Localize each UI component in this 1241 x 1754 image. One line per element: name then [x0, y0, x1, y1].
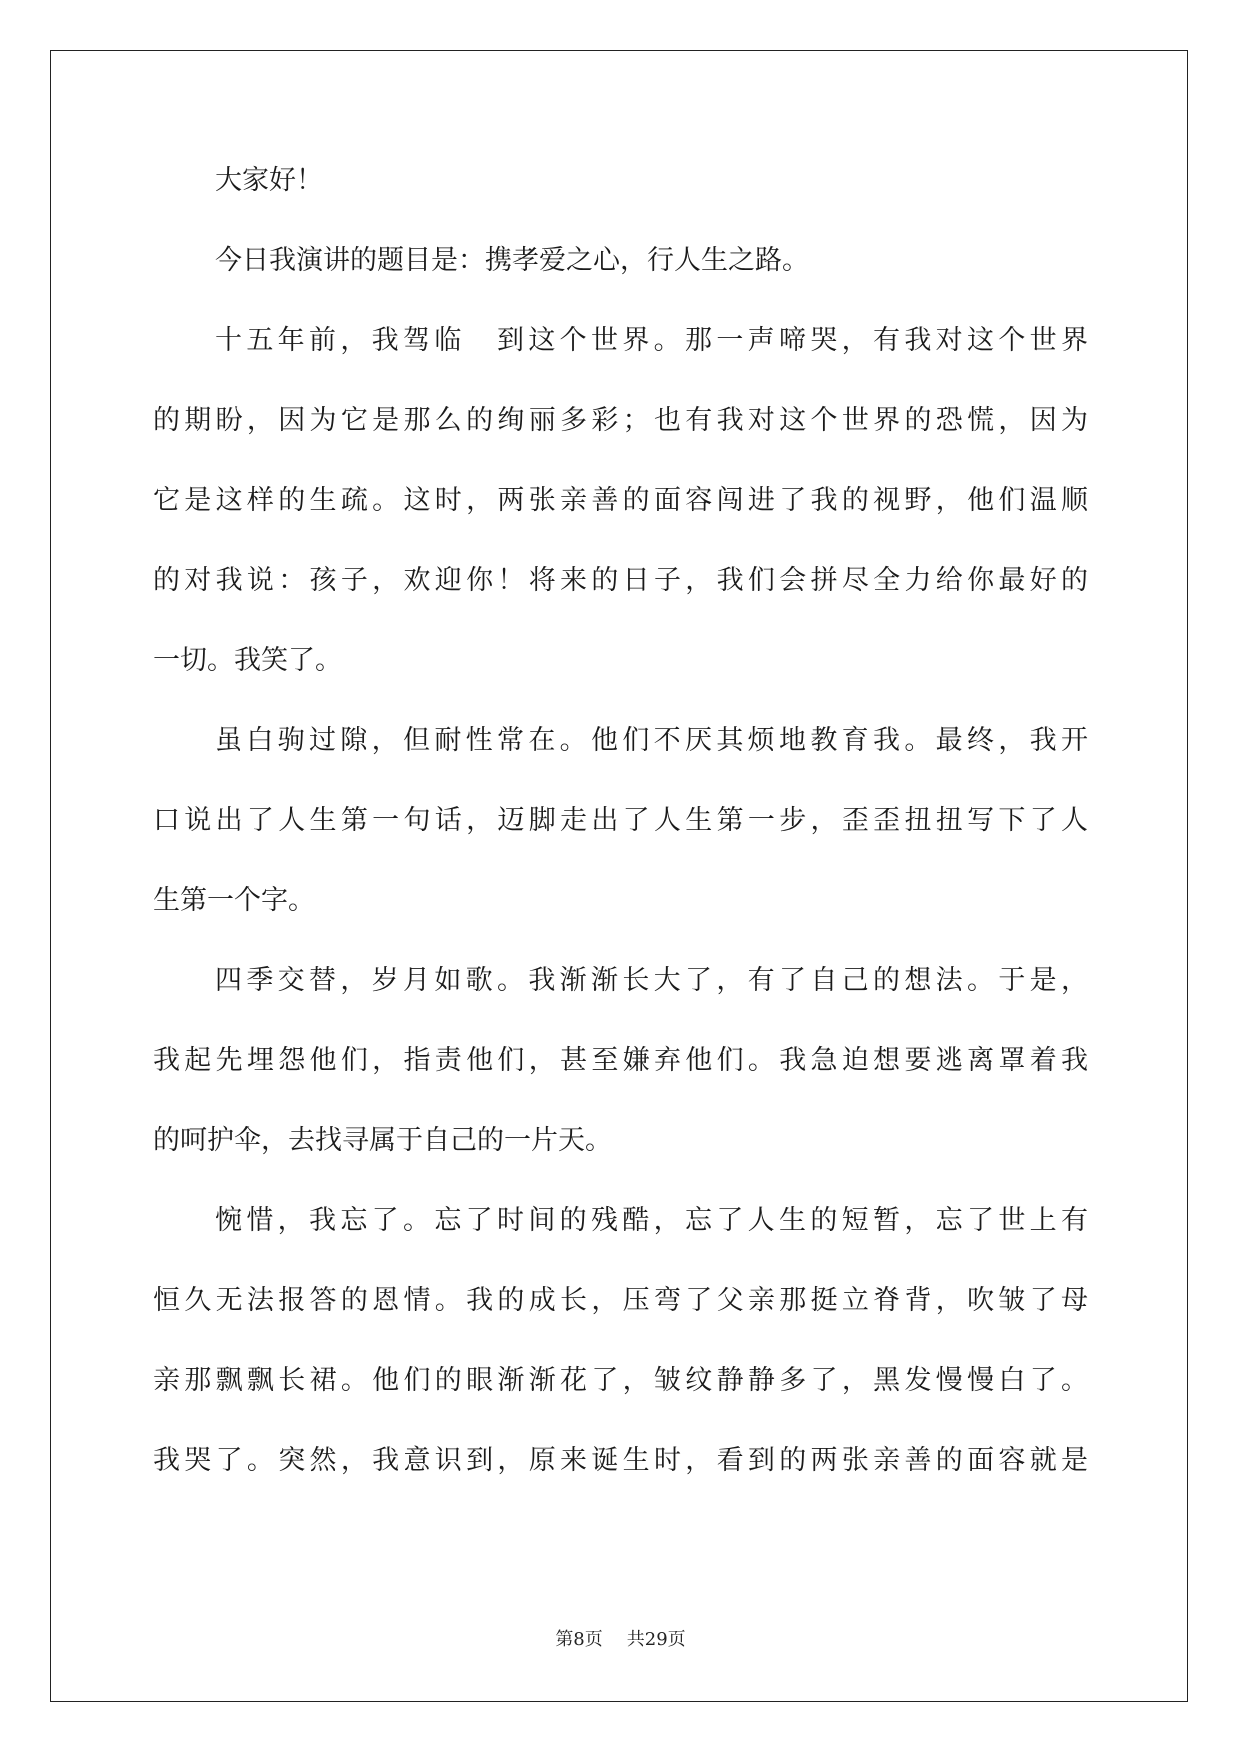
text-line: 恒久无法报答的恩情。我的成长，压弯了父亲那挺立脊背，吹皱了母: [153, 1285, 1088, 1316]
text-line: 它是这样的生疏。这时，两张亲善的面容闯进了我的视野，他们温顺: [153, 485, 1088, 516]
text-line: 十五年前，我驾临 到这个世界。那一声啼哭，有我对这个世界: [215, 325, 1088, 356]
text-line: 的期盼，因为它是那么的绚丽多彩；也有我对这个世界的恐慌，因为: [153, 405, 1088, 436]
text-line: 惋惜，我忘了。忘了时间的残酷，忘了人生的短暂，忘了世上有: [215, 1205, 1088, 1236]
text-line: 虽白驹过隙，但耐性常在。他们不厌其烦地教育我。最终，我开: [215, 725, 1088, 756]
text-line: 的对我说：孩子，欢迎你！将来的日子，我们会拼尽全力给你最好的: [153, 565, 1088, 596]
text-line: 我哭了。突然，我意识到，原来诞生时，看到的两张亲善的面容就是: [153, 1445, 1088, 1476]
text-line: 生第一个字。: [153, 885, 315, 916]
text-line: 的呵护伞，去找寻属于自己的一片天。: [153, 1125, 612, 1156]
text-line: 今日我演讲的题目是：携孝爱之心，行人生之路。: [215, 245, 809, 276]
text-line: 口说出了人生第一句话，迈脚走出了人生第一步，歪歪扭扭写下了人: [153, 805, 1088, 836]
page-number: 第8页: [555, 1629, 603, 1650]
text-line: 亲那飘飘长裙。他们的眼渐渐花了，皱纹静静多了，黑发慢慢白了。: [153, 1365, 1088, 1396]
greeting-line: 大家好！: [215, 165, 323, 196]
page-footer: [0, 1625, 1241, 1651]
text-line: 一切。我笑了。: [153, 645, 342, 676]
text-line: 四季交替，岁月如歌。我渐渐长大了，有了自己的想法。于是，: [215, 965, 1088, 996]
page-total: 共29页: [626, 1629, 686, 1650]
text-line: 我起先埋怨他们，指责他们，甚至嫌弃他们。我急迫想要逃离罩着我: [153, 1045, 1088, 1076]
